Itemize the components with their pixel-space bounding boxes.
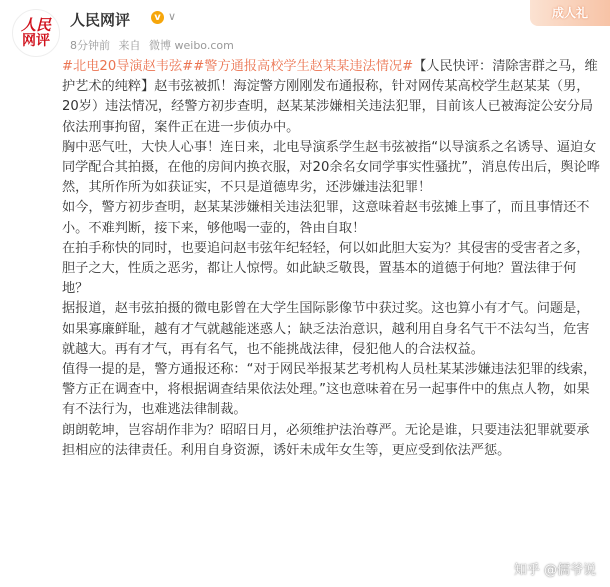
post-time[interactable]: 8分钟前 — [70, 39, 110, 52]
source-prefix: 来自 — [118, 39, 141, 52]
paragraph-3: 如今，警方初步查明，赵某某涉嫌相关违法犯罪，这意味着赵韦弦摊上事了，而且事情还不小。不难判断，接下来，够他喝一壶的，咎由自取！ — [62, 200, 590, 236]
paragraph-1 — [62, 57, 602, 138]
post-meta — [70, 37, 239, 53]
avatar[interactable] — [12, 9, 60, 57]
paragraph-5: 据报道，赵韦弦拍摄的微电影曾在大学生国际影像节中获过奖。这也算小有才气。问题是，如果寡廉鲜耻，越有才气就越能迷惑人；缺乏法治意识，越利用自身名气干不法勾当，危害就越大。再有才气，再有名气，也不能挑战法律，侵犯他人的合法权益。 — [62, 301, 590, 357]
chevron-down-icon[interactable]: ∨ — [168, 10, 177, 23]
avatar-text-top: 人民 — [20, 16, 51, 34]
paragraph-2: 胸中恶气吐，大快人心事！连日来，北电导演系学生赵韦弦被指“以导演系之名诱导、逼迫女同学配合其拍摄，在他的房间内换衣服，对20余名女同学事实性骚扰”，消息传出后，舆论哗然，其所作所为如获证实，不只是道德卑劣，还涉嫌违法犯罪！ — [62, 139, 600, 196]
paragraph-7: 朗朗乾坤，岂容胡作非为？昭昭日月，必须维护法治尊严。无论是谁，只要违法犯罪就要承担相应的法律责任。利用自身资源，诱奸未成年女生等，更应受到依法严惩。 — [62, 422, 590, 458]
post-header — [0, 0, 610, 58]
paragraph-6: 值得一提的是，警方通报还称：“对于网民举报某艺考机构人员杜某某涉嫌违法犯罪的线索，警方正在调查中，将根据调查结果依法处理。”这也意味着在另一起事件中的焦点人物，如果有不法行为，也难逃法律制裁。 — [62, 362, 597, 418]
watermark: 知乎 @儒爷说 — [513, 563, 596, 578]
paragraph-1-text: 【人民快评：清除害群之马，维护艺术的纯粹】赵韦弦被抓！海淀警方刚刚发布通报称，针对网传某高校学生赵某某（男，20岁）违法情况，经警方初步查明，赵某某涉嫌相关违法犯罪，目前该人已被海淀公安分局依法刑事拘留，案件正在进一步侦办中。 — [62, 59, 598, 135]
post-source[interactable]: 微博 weibo.com — [149, 39, 234, 52]
paragraph-4: 在拍手称快的同时，也要追问赵韦弦年纪轻轻，何以如此胆大妄为？其侵害的受害者之多，胆子之大，性质之恶劣，都让人惊愕。如此缺乏敬畏，置基本的道德于何地？置法律于何地？ — [62, 240, 590, 297]
hashtag-link-1[interactable]: #北电20导演赵韦弦# — [62, 59, 194, 74]
hashtag-link-2[interactable]: #警方通报高校学生赵某某违法情况# — [193, 59, 414, 74]
verified-icon: v — [151, 11, 164, 24]
avatar-text-bottom: 网评 — [22, 33, 50, 49]
post-content — [62, 57, 602, 461]
username-link[interactable]: 人民网评 — [70, 11, 131, 29]
event-badge: 成人礼 — [530, 0, 610, 26]
